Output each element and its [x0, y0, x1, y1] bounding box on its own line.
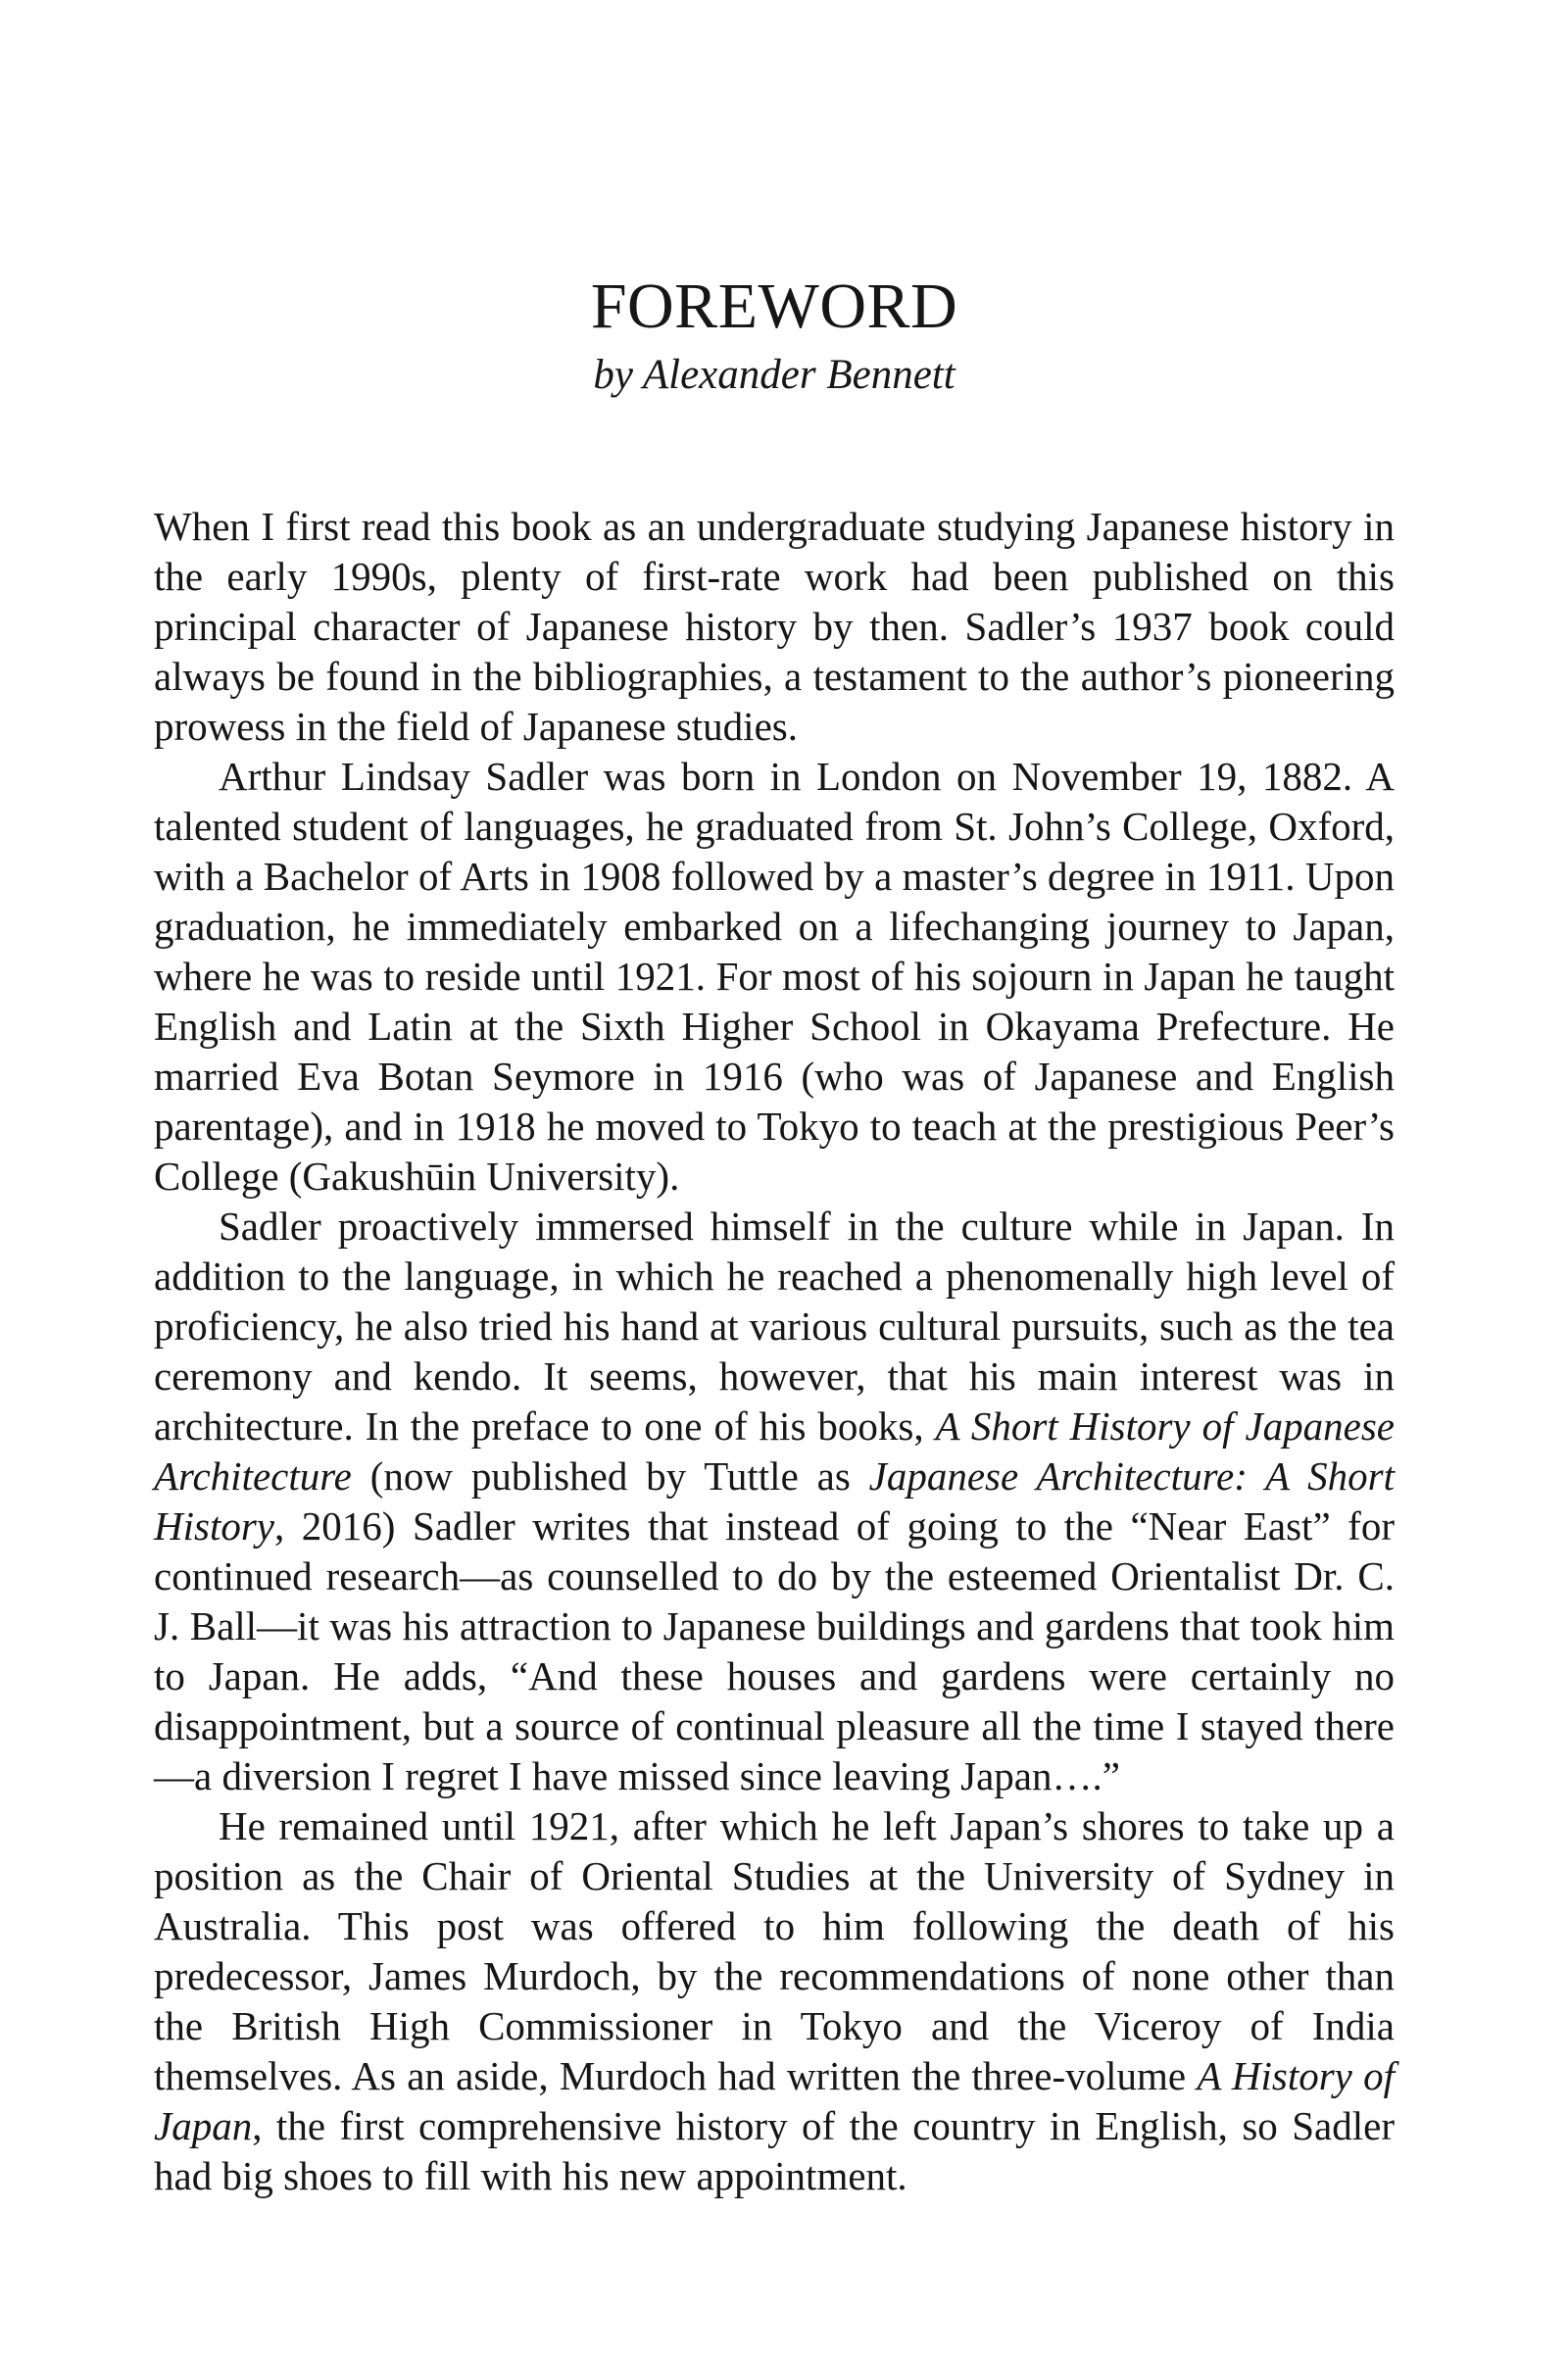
- byline: by Alexander Bennett: [593, 352, 956, 398]
- text-run: He remained until 1921, after which he left Japan’s shores to take up a position as the Chair of Oriental Studies at the University of Sydney in Australia. This post was offered to him following the death of his predecessor, James Murdoch, by the recommendations of none other than the British High Commissioner in Tokyo and the Viceroy of India themselves. As an aside, Murdoch had written the three-volume: [154, 1803, 1395, 2098]
- book-title-italic: A Short History of Japanese Architecture: [154, 1403, 1395, 1499]
- foreword-body: [154, 502, 1395, 2201]
- book-title-italic: A History of Japan: [154, 2053, 1395, 2148]
- paragraph-3: [154, 1202, 1395, 1801]
- chapter-title: FOREWORD: [590, 271, 958, 342]
- text-run: Arthur Lindsay Sadler was born in London on November 19, 1882. A talented student of languages, he graduated from St. John’s College, Oxford, with a Bachelor of Arts in 1908 followed by a master’s degree in 1911. Upon graduation, he immediately embarked on a lifechanging journey to Japan, where he was to reside until 1921. For most of his sojourn in Japan he taught English and Latin at the Sixth Higher School in Okayama Prefecture. He married Eva Botan Seymore in 1916 (who was of Japanese and English parentage), and in 1918 he moved to Tokyo to teach at the prestigious Peer’s College (Gakushūin University).: [154, 754, 1395, 1199]
- text-block: [154, 271, 1395, 2201]
- text-run: , 2016) Sadler writes that instead of going to the “Near East” for continued research—as counselled to do by the esteemed Orientalist Dr. C. J. Ball—it was his attraction to Japanese buildings and gardens that took him to Japan. He adds, “And these houses and gardens were certainly no disappointment, but a source of continual pleasure all the time I stayed there—a diversion I regret I have missed since leaving Japan….”: [154, 1503, 1395, 1798]
- paragraph-4: [154, 1801, 1395, 2201]
- paragraph-2: [154, 752, 1395, 1202]
- book-title-italic: Japanese Architecture: A Short History: [154, 1453, 1395, 1549]
- paragraph-1: [154, 502, 1395, 752]
- text-run: When I first read this book as an undergraduate studying Japanese history in the early 1990s, plenty of first-rate work had been published on this principal character of Japanese history by then. Sadler’s 1937 book could always be found in the bibliographies, a testament to the author’s pioneering prowess in the field of Japanese studies.: [154, 504, 1395, 749]
- text-run: Sadler proactively immersed himself in the culture while in Japan. In addition to the language, in which he reached a phenomenally high level of proficiency, he also tried his hand at various cultural pursuits, such as the tea ceremony and kendo. It seems, however, that his main interest was in architecture. In the preface to one of his books,: [154, 1204, 1395, 1449]
- text-run: , the first comprehensive history of the country in English, so Sadler had big shoes to fill with his new appointment.: [154, 2103, 1395, 2198]
- text-run: (now published by Tuttle as: [351, 1453, 869, 1499]
